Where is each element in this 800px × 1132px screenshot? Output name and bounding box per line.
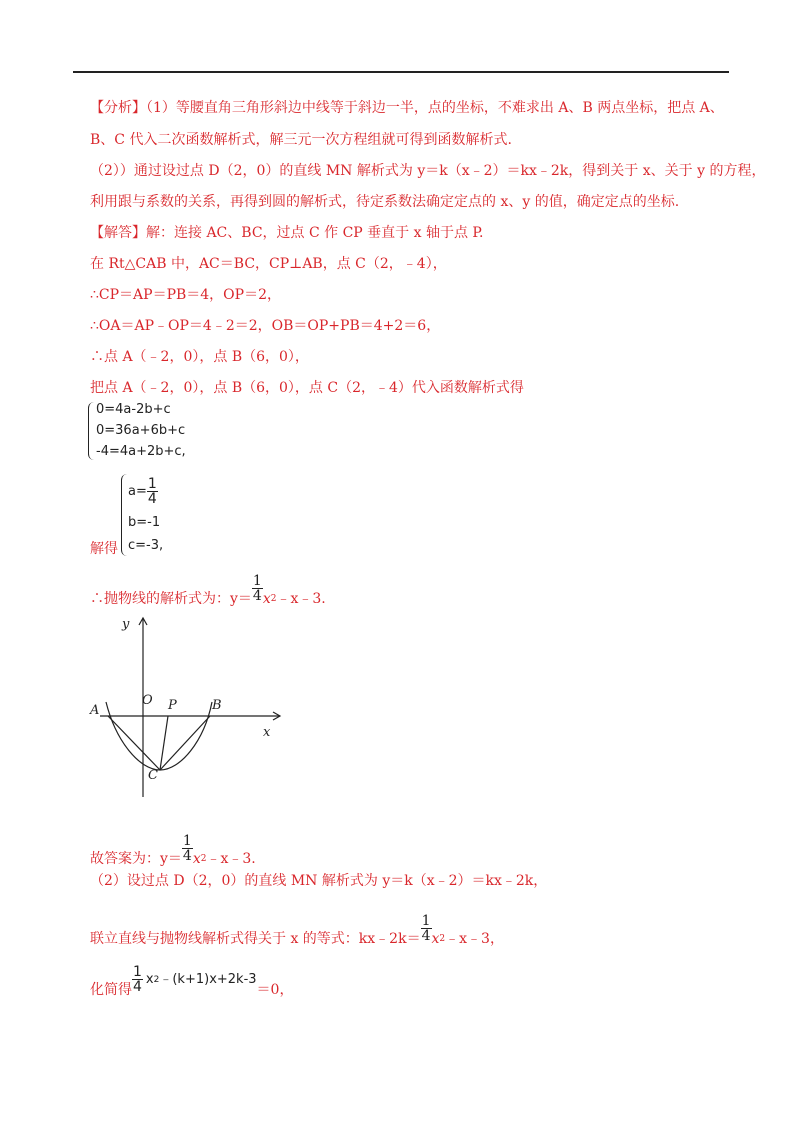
solved-a-den: 4	[147, 491, 157, 507]
part2-l2-den: 4	[421, 928, 431, 944]
part2-l3-num: 1	[133, 964, 142, 980]
p-label: P	[168, 698, 177, 713]
solved-brace	[121, 474, 128, 556]
parabola-tail: ﹣x﹣3.	[276, 590, 326, 607]
part2-l2-sup: 2	[439, 933, 446, 944]
analysis-line-4: 利用跟与系数的关系，再得到圆的解析式，待定系数法确定定点的 x、y 的值，确定定点的坐标.	[90, 194, 680, 210]
analysis-line-2: B、C 代入二次函数解析式，解三元一次方程组就可得到函数解析式.	[90, 132, 512, 148]
a-label: A	[90, 703, 100, 718]
part2-l2-prefix: 联立直线与抛物线解析式得关于 x 的等式：kx﹣2k＝	[90, 930, 421, 947]
part2-l3-sup: 2	[153, 974, 160, 985]
system-eq-3: -4=4a+2b+c,	[96, 444, 186, 459]
solution-line-5: ∴点 A（﹣2，0），点 B（6，0），	[90, 349, 309, 365]
solved-a-num: 1	[147, 476, 157, 492]
part2-l3-fraction	[132, 965, 143, 994]
part2-l2-tail: ﹣x﹣3，	[445, 930, 504, 947]
analysis-line-1: 【分析】（1）等腰直角三角形斜边中线等于斜边一半，点的坐标，不难求出 A、B 两点坐标，把点 A、	[90, 100, 724, 116]
solved-a	[128, 477, 158, 506]
part2-l3-expression	[132, 965, 257, 994]
part2-l3-rest: ﹣(k+1)x+2k-3	[159, 971, 257, 987]
segment-bc	[160, 716, 210, 770]
parabola-fraction	[252, 574, 263, 603]
solved-b: b=-1	[128, 515, 161, 530]
system-eq-2: 0=36a+6b+c	[96, 423, 186, 438]
part2-l3-tail: ＝0，	[256, 981, 294, 998]
header-rule	[73, 71, 729, 73]
answer-fraction	[182, 834, 193, 863]
answer-sup: 2	[200, 853, 207, 864]
parabola-figure	[88, 612, 288, 802]
solved-a-label: a=	[128, 484, 147, 499]
solution-line-1: 【解答】解：连接 AC、BC，过点 C 作 CP 垂直于 x 轴于点 P.	[90, 225, 484, 241]
parabola-num: 1	[252, 573, 262, 589]
answer-tail: ﹣x﹣3.	[206, 850, 256, 867]
solution-line-3: ∴CP＝AP＝PB＝4，OP＝2，	[90, 287, 281, 303]
solution-line-4: ∴OA＝AP﹣OP＝4﹣2＝2，OB＝OP+PB＝4+2＝6，	[90, 318, 441, 334]
parabola-prefix: ∴抛物线的解析式为：y＝	[90, 590, 252, 607]
parabola-curve	[106, 702, 212, 770]
part2-line-3	[90, 964, 294, 1004]
solved-c: c=-3,	[128, 538, 164, 553]
part2-l3-x: x	[145, 971, 154, 987]
x-label: x	[263, 725, 271, 740]
part2-line-1: （2）设过点 D（2，0）的直线 MN 解析式为 y＝k（x﹣2）＝kx﹣2k，	[90, 873, 548, 889]
part2-l2-x: x	[431, 930, 440, 947]
parabola-den: 4	[252, 588, 262, 604]
y-label: y	[122, 617, 130, 632]
system-brace	[88, 402, 95, 460]
answer-line	[90, 833, 256, 873]
answer-prefix: 故答案为：y＝	[90, 850, 182, 867]
solution-line-6: 把点 A（﹣2，0），点 B（6，0），点 C（2，﹣4）代入函数解析式得	[90, 380, 524, 396]
part2-l3-prefix: 化简得	[90, 981, 132, 998]
parabola-x: x	[262, 590, 271, 607]
answer-x: x	[192, 850, 201, 867]
b-label: B	[212, 698, 222, 713]
part2-line-2	[90, 913, 504, 953]
c-label: C	[148, 768, 158, 783]
answer-den: 4	[182, 848, 192, 864]
segment-ac	[108, 716, 160, 770]
solved-a-fraction	[147, 477, 158, 506]
part2-l2-num: 1	[421, 913, 431, 929]
solution-line-2: 在 Rt△CAB 中，AC＝BC，CP⊥AB，点 C（2，﹣4），	[90, 256, 447, 272]
analysis-line-3: （2））通过设过点 D（2，0）的直线 MN 解析式为 y＝k（x﹣2）＝kx﹣2k，得到关于 x、关于 y 的方程，	[90, 163, 766, 179]
system-eq-1: 0=4a-2b+c	[96, 402, 171, 417]
parabola-sup: 2	[270, 593, 277, 604]
part2-l3-den: 4	[133, 979, 142, 995]
o-label: O	[142, 693, 153, 708]
answer-num: 1	[182, 833, 192, 849]
solved-prefix: 解得	[90, 541, 118, 557]
parabola-line	[90, 573, 326, 613]
part2-l2-fraction	[421, 914, 432, 943]
